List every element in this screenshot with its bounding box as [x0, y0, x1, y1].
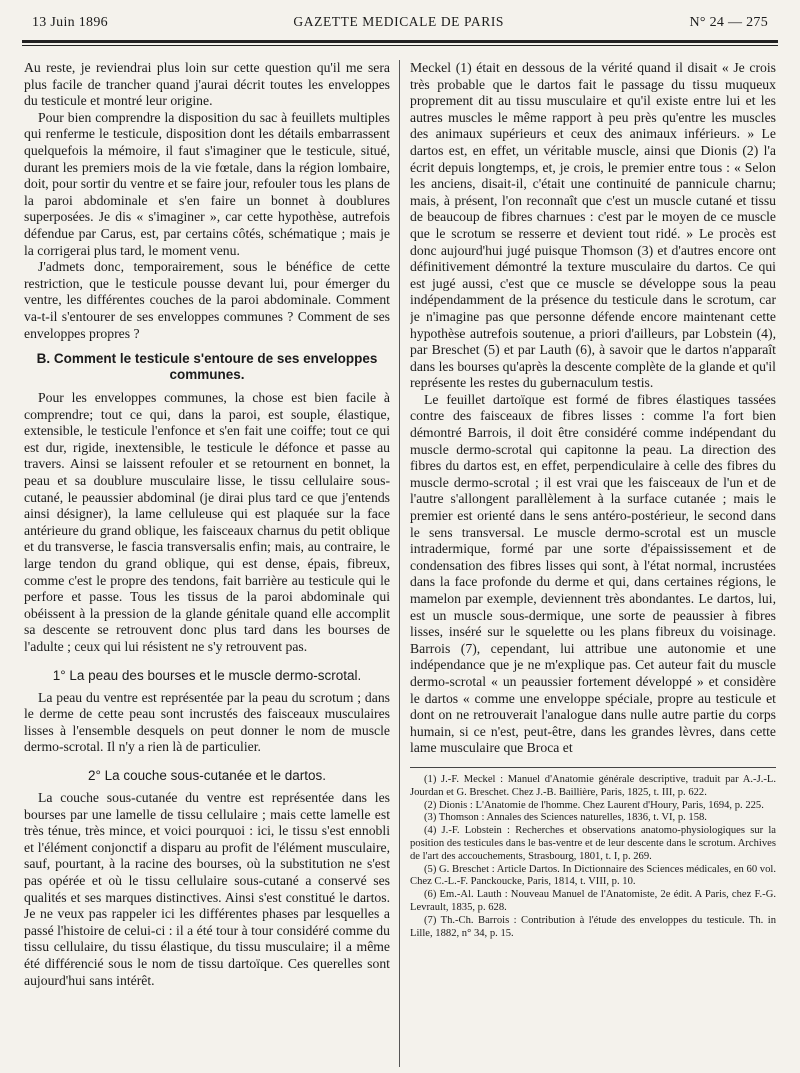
paragraph: La couche sous-cutanée du ventre est représentée dans les bourses par une lamelle de tissu cellulaire ; mais cette lamelle est très ténue, très mince, et voici pourquoi : ici, le tissu s'est ennobli et l'élément conjonctif a disparu au profit de l'élément musculaire, sauf, pourtant, à la racine des bourses, où la substitution ne s'est pas opérée et où le tissu cellulaire sous-cutané a conservé ses qualités et ses marques distinctives. Ainsi s'est constitué le dartos. Je ne veux pas rappeler ici les différentes phases par lesquelles a passé l'histoire de celui-ci : il a été tour à tour considéré comme du tissu cellulaire, du tissu élastique, du tissu musculaire; il a même été différencié sous le nom de tissu dartoïque. Ces querelles sont aujourd'hui sans intérêt. [24, 789, 390, 988]
footnote: (5) G. Breschet : Article Dartos. In Dictionnaire des Sciences médicales, en 60 vol. Chez C.-L.-F. Panckoucke, Paris, 1814, t. VIII, p. 10. [410, 863, 776, 888]
footnotes [410, 774, 776, 940]
footnote: (7) Th.-Ch. Barrois : Contribution à l'étude des enveloppes du testicule. Th. in Lille, 1882, n° 34, p. 15. [410, 914, 776, 939]
section-heading-b: B. Comment le testicule s'entoure de ses enveloppes communes. [36, 351, 378, 383]
paragraph: J'admets donc, temporairement, sous le bénéfice de cette restriction, que le testicule pousse devant lui, pour émerger du ventre, les différentes couches de la paroi abdominale. Comment va-t-il s'entourer de ses enveloppes communes ? Comment de ses enveloppes propres ? [24, 259, 390, 341]
subsection-heading-1: 1° La peau des bourses et le muscle dermo-scrotal. [52, 667, 362, 683]
footnote: (3) Thomson : Annales des Sciences naturelles, 1836, t. VI, p. 158. [424, 812, 707, 824]
page-header [32, 14, 768, 34]
issue-date: 13 Juin 1896 [32, 15, 108, 30]
paragraph: Pour les enveloppes communes, la chose est bien facile à comprendre; tout ce qui, dans la paroi, est souple, élastique, extensible, le testicule l'enfonce et s'en fait une coiffe; tout ce qui est dur, rigide, inextensible, le testicule le défonce et passe au travers. Ainsi se laissent refouler et se retournent en bonnet, la peau et sa doublure musculaire lisse, le tissu cellulaire sous-cutané, le peaussier abdominal (je dirai plus tard ce que j'entends ainsi désigner), la lame celluleuse qui est plaquée sur la face antérieure du grand oblique, les faisceaux charnus du petit oblique et du transverse, le fascia transversalis enfin; mais, au contraire, le large tendon du grand oblique, qui est dense, épais, fibreux, comme c'est le propre des tendons, fait barrière au testicule qui le perfore et passe. Tous les tissus de la paroi abdominale qui obéissent à la pression de la glande génitale quand elle accomplit sa descente se retrouvent donc plus tard dans les bourses de l'adulte ; ceux qui lui résistent ne s'y retrouvent pas. [24, 390, 390, 654]
footnote: (1) J.-F. Meckel : Manuel d'Anatomie générale descriptive, traduit par A.-J.-L. Jourdan et G. Breschet. Chez J.-B. Baillière, Paris, 1825, t. III, p. 622. [410, 773, 776, 798]
paragraph: Au reste, je reviendrai plus loin sur cette question qu'il me sera plus facile de trancher quand j'aurai décrit toutes les enveloppes du testicule et montré leur origine. [24, 60, 390, 109]
left-column [24, 60, 390, 1069]
journal-title: GAZETTE MEDICALE DE PARIS [293, 14, 505, 29]
footnote: (6) Em.-Al. Lauth : Nouveau Manuel de l'Anatomiste, 2e édit. A Paris, chez F.-G. Levrault, 1835, p. 628. [410, 889, 776, 913]
footnote: (4) J.-F. Lobstein : Recherches et observations anatomo-physiologiques sur la position des testicules dans le bas-ventre et de leur descente dans le scrotum. Archives de l'art des accouchements, Strasbourg, 1801, t. I, p. 269. [410, 825, 776, 862]
paragraph: Pour bien comprendre la disposition du sac à feuillets multiples qui renferme le testicule, disposition dont les détails embarrassent quelquefois la mémoire, il faut s'imaginer que le testicule, situé, durant les premiers mois de la vie fœtale, dans la région lombaire, doit, pour sortir du ventre et se faire jour, refouler tous les plans de la paroi abdominale et s'en faire un bonnet à doublures superposées. Je dis « s'imaginer », car cette hypothèse, autrefois défendue par Carus, est, par certains côtés, schématique ; mais je la corrigerai plus tard, le moment venu. [24, 109, 390, 258]
subsection-heading-2: 2° La couche sous-cutanée et le dartos. [87, 767, 327, 783]
page-number: N° 24 — 275 [689, 15, 768, 30]
paragraph: Le feuillet dartoïque est formé de fibres élastiques tassées contre des faisceaux de fibres lisses : comme l'a fort bien démontré Barrois, il doit être considéré comme indépendant du muscle dermo-scrotal qui capitonne la peau. La direction des fibres du dartos est, en effet, perpendiculaire à celle des fibres du muscle dermo-scrotal ; il est vrai que les faisceaux de l'un et de l'autre s'allongent parallèlement à la surface cutanée ; mais le premier est orienté dans le sens antéro-postérieur, le second dans le sens transversal. Le muscle dermo-scrotal est un muscle intradermique, formé par une sorte d'épaississement et de condensation des fibres lisses qui sont, à l'état normal, incrustées dans la face profonde du derme et qui, dans certaines régions, le mamelon par exemple, deviennent très abondantes. Le dartos, lui, est un muscle sous-dermique, une sorte de peaussier à fibres lisses, inséré sur le squelette ou les plans fibreux du voisinage. Barrois (7), cependant, lui attribue une autonomie et une indépendance que je ne m'explique pas. Cet auteur fait du muscle dermo-scrotal « un peaussier fortement développé » et considère le dartos « comme une enveloppe spéciale, propre au testicule et dont on ne retrouverait l'analogue dans nulle autre partie du corps humain, si ce n'est, peut-être, dans les grandes lèvres, dans cette lame musculaire que Broca et [410, 391, 776, 756]
right-column [410, 60, 776, 1069]
paragraph: Meckel (1) était en dessous de la vérité quand il disait « Je crois très probable que le dartos fait le passage du tissu muqueux proprement dit au tissu musculaire et qu'il existe entre lui et les autres muscles le même rapport à peu près qu'entre les muscles des animaux supérieurs et ceux des animaux inférieurs. » Le dartos est, en effet, un véritable muscle, ainsi que Dionis (2) l'a écrit depuis longtemps, et, je crois, le premier entre tous : « Selon les anciens, disait-il, c'était une continuité de pannicule charnu; mais, à présent, l'on reconnaît que c'est un muscle cutané et tissu de beaucoup de fibres charnues : c'est par le moyen de ce muscle que le scrotum se resserre et devient tout ridé. » Le procès est donc aujourd'hui jugé puisque Thomson (3) et d'autres encore ont définitivement démontré la texture musculaire du dartos. Ce qui est jugé aussi, c'est que ce muscle se développe sous la peau indépendamment de la présence du testicule dans le scrotum, car je n'imagine pas que personne défende encore maintenant cette hypothèse autrefois soutenue, a priori d'ailleurs, par Lobstein (4), par Breschet (5) et par Lauth (6), à savoir que le dartos n'apparaît dans les bourses qu'après la descente complète de la glande et qu'il représente les restes du gubernaculum testis. [410, 60, 776, 391]
footnotes-rule [410, 767, 776, 768]
paragraph: La peau du ventre est représentée par la peau du scrotum ; dans le derme de cette peau sont incrustés des faisceaux musculaires lisses à l'ensemble desquels on peut donner le nom de muscle dermo-scrotal. Il n'y a rien là de particulier. [24, 689, 390, 755]
footnote: (2) Dionis : L'Anatomie de l'homme. Chez Laurent d'Houry, Paris, 1694, p. 225. [424, 799, 764, 811]
column-divider [399, 60, 400, 1067]
header-rule [22, 40, 778, 46]
